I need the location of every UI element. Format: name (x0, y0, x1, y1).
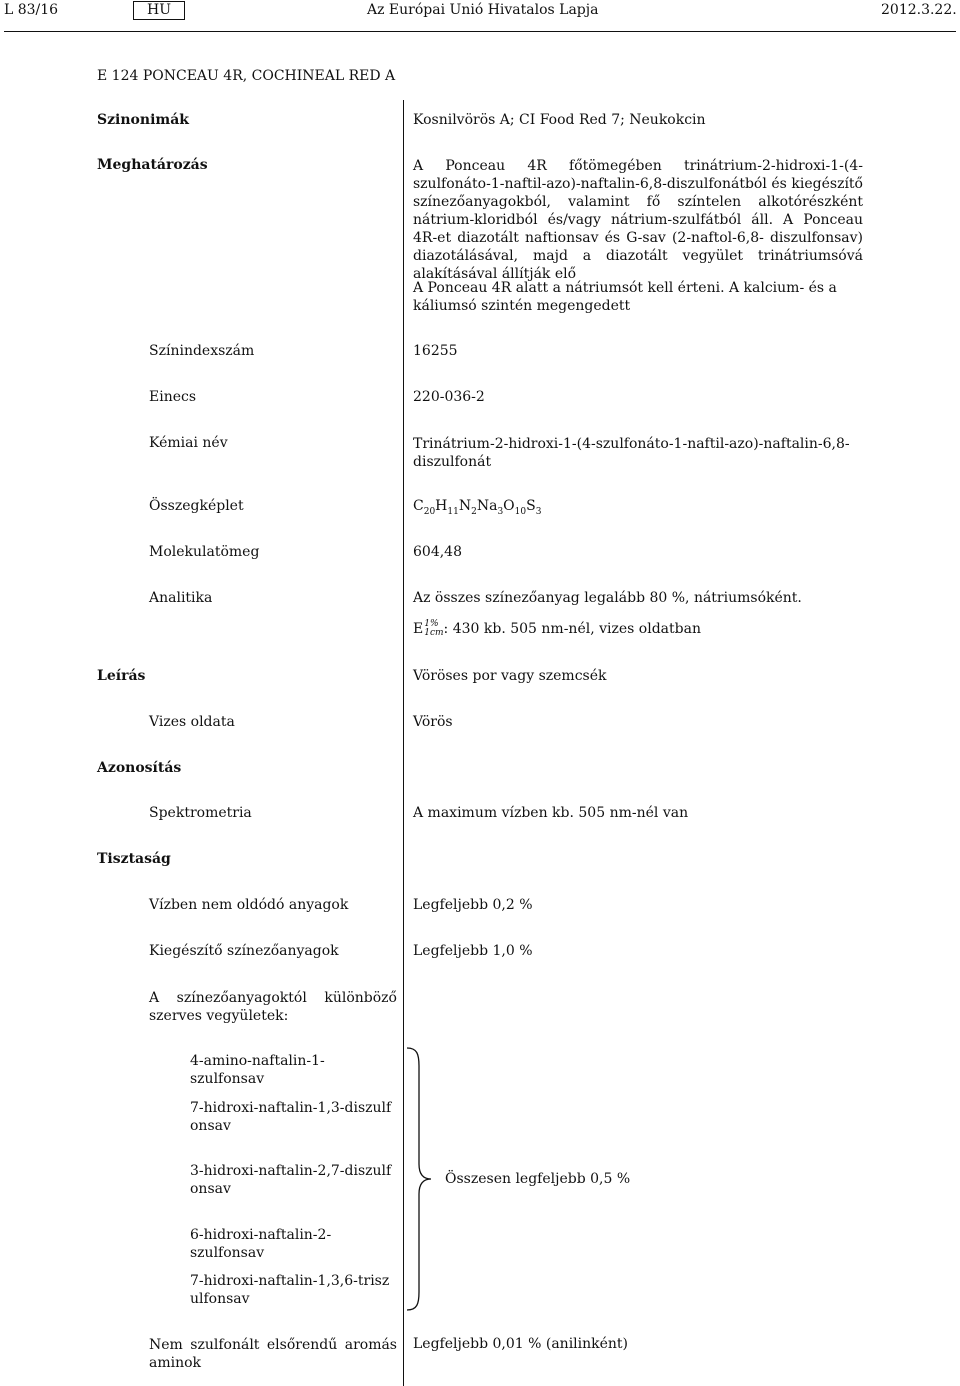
description-value: Vöröses por vagy szemcsék (413, 668, 607, 684)
synonyms-label: Szinonimák (97, 112, 189, 128)
extinction-value: E 1% 1cm : 430 kb. 505 nm-nél, vizes oldatban (413, 619, 701, 638)
organic-compound-item: 7-hidroxi-naftalin-1,3-diszulfonsav (190, 1100, 392, 1134)
identification-label: Azonosítás (97, 760, 182, 776)
journal-title: Az Európai Unió Hivatalos Lapja (367, 2, 599, 18)
column-divider (403, 100, 404, 1386)
molecular-weight-label: Molekulatömeg (149, 544, 260, 560)
insoluble-matter-label: Vízben nem oldódó anyagok (149, 897, 349, 913)
definition-paragraph-1: A Ponceau 4R főtömegében trinátrium-2-hidroxi-1-(4-szulfonáto-1-naftil-azo)-naftalin-6,8-diszulfonátból és kiegészítő színezőanyagokból, valamint fő színtelen alkotórészként nátrium-kloridból és/vagy nátrium-szulfátból áll. A Ponceau 4R-et diazotált naftionsav és G-sav (2-naftol-6,8- diszulfonsav) diazotálásával, majd a diazotált vegyület trinátriumsóvá alakításával állítják elő (413, 158, 863, 282)
organic-compound-item: 7-hidroxi-naftalin-1,3,6-triszulfonsav (190, 1273, 390, 1307)
spectrometry-value: A maximum vízben kb. 505 nm-nél van (413, 805, 689, 821)
assay-value: Az összes színezőanyag legalább 80 %, nátriumsóként. (413, 590, 802, 606)
einecs-value: 220-036-2 (413, 389, 485, 405)
description-label: Leírás (97, 668, 146, 684)
definition-paragraph-2: A Ponceau 4R alatt a nátriumsót kell érteni. A kalcium- és a káliumsó szintén megengedett (413, 280, 837, 314)
colour-index-label: Színindexszám (149, 343, 255, 359)
unsulfonated-amines-label: Nem szulfonált elsőrendű aromás aminok (149, 1337, 397, 1371)
purity-label: Tisztaság (97, 851, 171, 867)
aqueous-solution-value: Vörös (413, 714, 453, 730)
page-reference: L 83/16 (4, 2, 59, 18)
publication-date: 2012.3.22. (881, 2, 957, 18)
formula-value: $C_{20}H_{11}N_2Na_3O_{10}S_3$ (413, 498, 542, 517)
unsulfonated-amines-value: Legfeljebb 0,01 % (anilinként) (413, 1336, 629, 1352)
colour-index-value: 16255 (413, 343, 458, 359)
insoluble-matter-value: Legfeljebb 0,2 % (413, 897, 533, 913)
aqueous-solution-label: Vizes oldata (149, 714, 235, 730)
language-badge: HU (133, 1, 185, 20)
subsidiary-colours-value: Legfeljebb 1,0 % (413, 943, 533, 959)
einecs-label: Einecs (149, 389, 197, 405)
spectrometry-label: Spektrometria (149, 805, 252, 821)
chemical-name-value: Trinátrium-2-hidroxi-1-(4-szulfonáto-1-naftil-azo)-naftalin-6,8-diszulfonát (413, 436, 850, 470)
section-title: E 124 PONCEAU 4R, COCHINEAL RED A (97, 68, 396, 84)
organic-compounds-total: Összesen legfeljebb 0,5 % (445, 1171, 631, 1187)
right-brace-icon (405, 1046, 435, 1312)
formula-label: Összegképlet (149, 498, 244, 514)
header-divider (4, 31, 956, 32)
synonyms-value: Kosnilvörös A; CI Food Red 7; Neukokcin (413, 112, 706, 128)
organic-compound-item: 6-hidroxi-naftalin-2-szulfonsav (190, 1227, 332, 1261)
assay-label: Analitika (149, 590, 213, 606)
chemical-name-label: Kémiai név (149, 435, 228, 451)
definition-label: Meghatározás (97, 157, 208, 173)
subsidiary-colours-label: Kiegészítő színezőanyagok (149, 943, 339, 959)
organic-compound-item: 3-hidroxi-naftalin-2,7-diszulfonsav (190, 1163, 392, 1197)
organic-compound-item: 4-amino-naftalin-1-szulfonsav (190, 1053, 325, 1087)
molecular-weight-value: 604,48 (413, 544, 462, 560)
organic-compounds-label: A színezőanyagoktól különböző szerves vegyületek: (149, 990, 397, 1024)
